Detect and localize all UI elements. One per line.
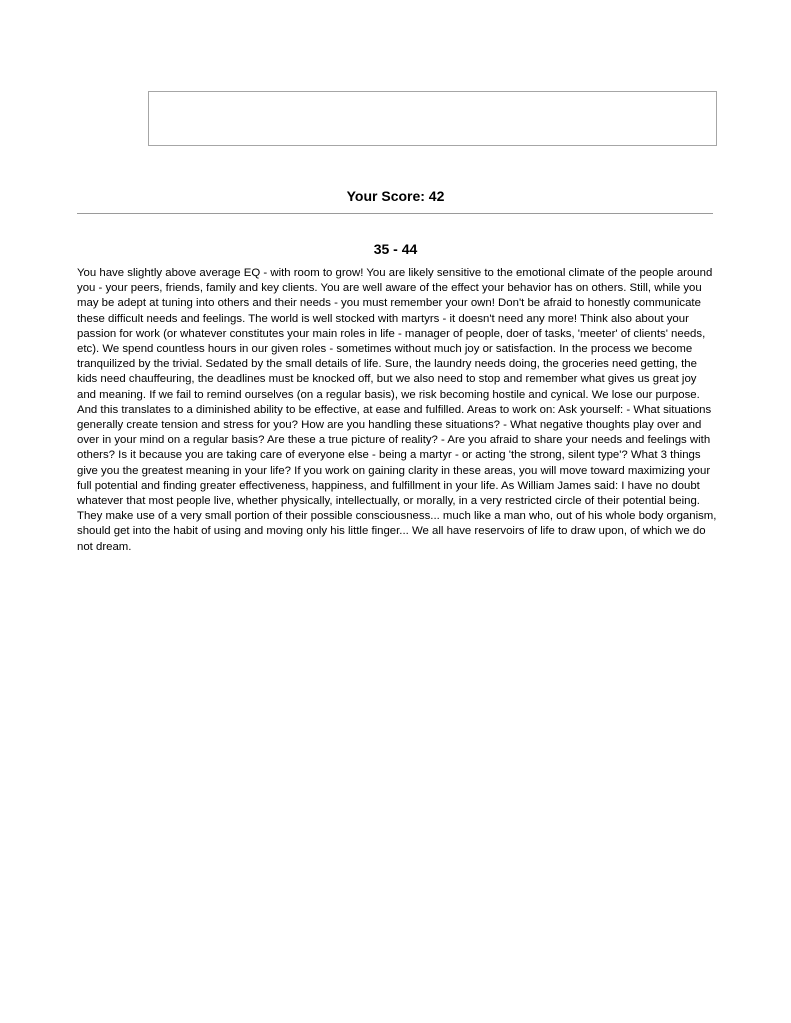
score-range-heading: 35 - 44 — [373, 241, 418, 257]
score-divider — [77, 213, 713, 214]
result-description: You have slightly above average EQ - with room to grow! You are likely sensitive to the emotional climate of the people around you - your peers, friends, family and key clients. You are well aware of the effect your behavior has on others. Still, while you may be adept at tuning into others and their needs - you must remember your own! Don't be afraid to honestly communicate these difficult needs and feelings. The world is well stocked with martyrs - it doesn't need any more! Think also about your passion for work (or whatever constitutes your main roles in life - manager of people, doer of tasks, 'meeter' of clients' needs, etc). We spend countless hours in our given roles - sometimes without much joy or satisfaction. In the process we become tranquilized by the trivial. Sedated by the small details of life. Sure, the laundry needs doing, the groceries need getting, the kids need chauffeuring, the deadlines must be knocked off, but we also need to stop and remember what gives us great joy and meaning. If we fail to remind ourselves (on a regular basis), we risk becoming hostile and cynical. We lose our purpose. And this translates to a diminished ability to be effective, at ease and fulfilled. Areas to work on: Ask yourself: - What situations generally create tension and stress for you? How are you handling these situations? - What negative thoughts play over and over in your mind on a regular basis? Are these a true picture of reality? - Are you afraid to share your needs and feelings with others? Is it because you are taking care of everyone else - being a martyr - or acting 'the strong, silent type'? What 3 things give you the greatest meaning in your life? If you work on gaining clarity in these areas, you will move toward maximizing your full potential and finding greater effectiveness, happiness, and fulfillment in your life. As William James said: I have no doubt whatever that most people live, whether physically, intellectually, or morally, in a very restricted circle of their potential being. They make use of a very small portion of their possible consciousness... much like a man who, out of his whole body organism, should get into the habit of using and moving only his little finger... We all have reservoirs of life to draw upon, of which we do not dream. — [77, 267, 717, 553]
empty-banner-box — [148, 91, 717, 146]
score-heading: Your Score: 42 — [346, 188, 445, 204]
